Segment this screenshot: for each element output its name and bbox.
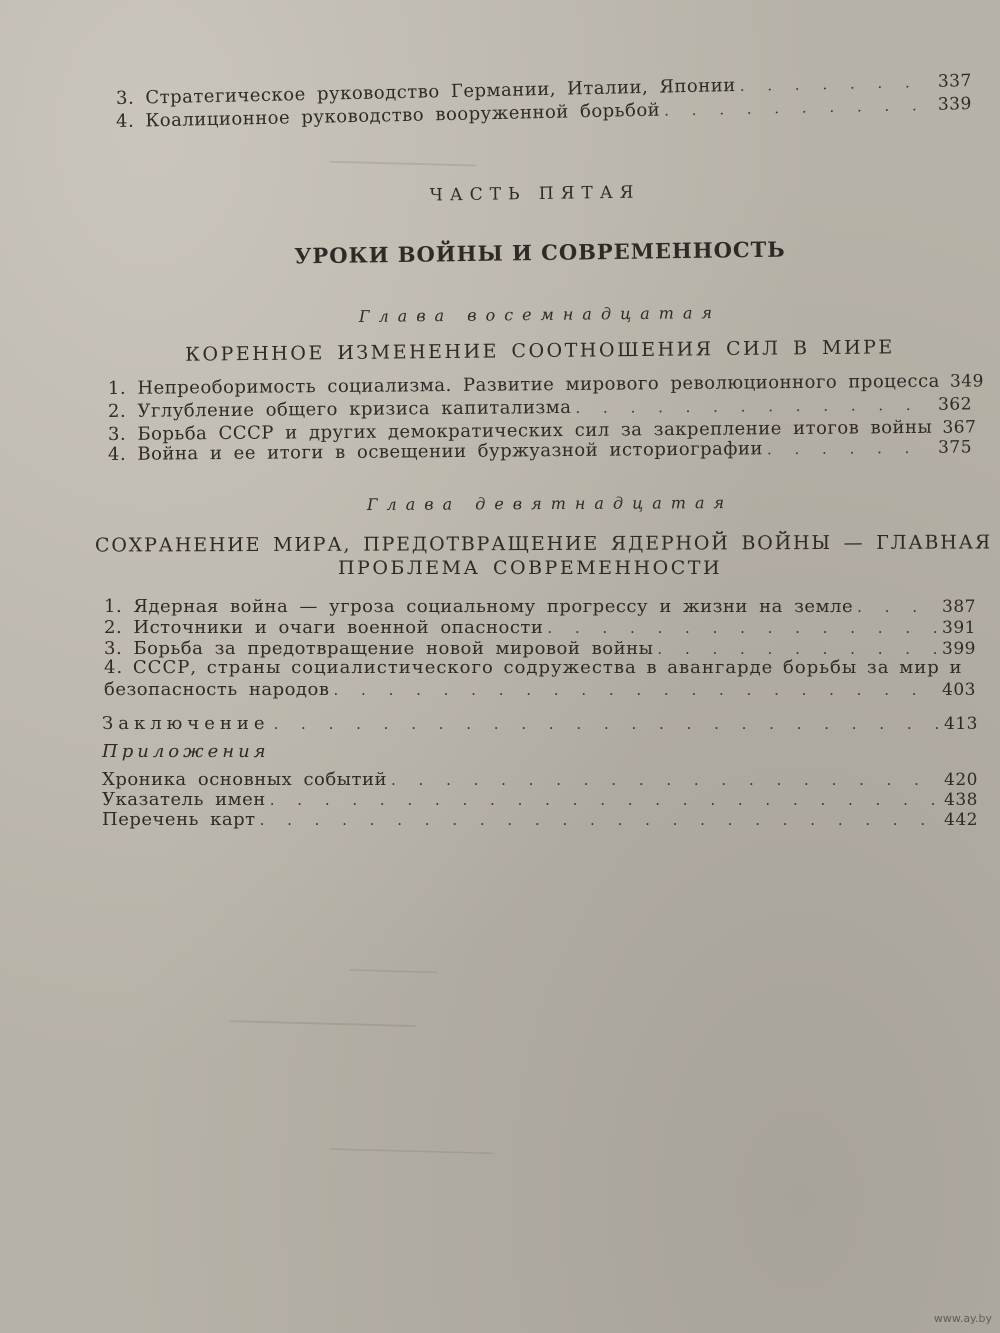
- toc-entry: [102, 809, 978, 830]
- dot-leader: [664, 96, 932, 120]
- toc-entry-page: 391: [942, 618, 976, 638]
- toc-entry-title: Хроника основных событий: [102, 769, 387, 790]
- watermark: www.ay.by: [933, 1312, 992, 1325]
- dot-leader: [391, 771, 938, 789]
- toc-entry-title-continued: безопасность народов: [104, 679, 330, 700]
- toc-entry-title: 4. Коалиционное руководство вооруженной борьбой: [115, 99, 661, 132]
- chapter-title-line1: СОХРАНЕНИЕ МИРА, ПРЕДОТВРАЩЕНИЕ ЯДЕРНОЙ ВОЙНЫ — ГЛАВНАЯ: [94, 531, 993, 557]
- toc-entry: [104, 638, 976, 659]
- toc-entry-page: 420: [944, 770, 978, 790]
- toc-entry-page: 349: [949, 371, 984, 392]
- toc-entry-page: 339: [937, 94, 973, 115]
- toc-entry-page: 442: [944, 810, 978, 830]
- chapter-title: КОРЕННОЕ ИЗМЕНЕНИЕ СООТНОШЕНИЯ СИЛ В МИРЕ: [185, 336, 895, 366]
- toc-entry-title: 1. Ядерная война — угроза социальному прогрессу и жизни на земле: [104, 596, 854, 617]
- part-label: ЧАСТЬ ПЯТАЯ: [429, 182, 641, 206]
- toc-entry-title: 4. Война и ее итоги в освещении буржуазной историографии: [107, 438, 764, 465]
- toc-entry-page: 413: [944, 714, 978, 734]
- dot-leader: [767, 439, 932, 458]
- appendices-label: Приложения: [102, 741, 270, 762]
- toc-entry-title: 2. Источники и очаги военной опасности: [104, 617, 544, 638]
- toc-entry: [102, 789, 978, 810]
- toc-entry-page: 337: [937, 71, 973, 92]
- toc-entry: [104, 596, 976, 617]
- dot-leader: [740, 73, 932, 95]
- chapter-title-line2: ПРОБЛЕМА СОВРЕМЕННОСТИ: [337, 557, 723, 579]
- toc-entry-title: Заключение: [102, 713, 270, 734]
- part-title: УРОКИ ВОЙНЫ И СОВРЕМЕННОСТЬ: [294, 236, 786, 269]
- toc-entry-title: 3. Борьба СССР и других демократических сил за закрепление итогов войны: [107, 416, 933, 445]
- chapter-label: Глава восемнадцатая: [358, 303, 722, 326]
- toc-entry-title: 3. Стратегическое руководство Германии, Италии, Японии: [115, 75, 736, 109]
- toc-entry-title: 4. СССР, страны социалистического содружества в авангарде борьбы за мир и: [104, 657, 963, 678]
- dot-leader: [575, 396, 932, 417]
- dot-leader: [547, 619, 936, 637]
- toc-entry-page: 362: [937, 394, 973, 415]
- dot-leader: [270, 791, 938, 809]
- dot-leader: [334, 681, 937, 699]
- toc-entry: [104, 679, 976, 700]
- toc-entry-page: 438: [944, 790, 978, 810]
- toc-entry-title: Указатель имен: [102, 789, 266, 810]
- dot-leader: [657, 640, 936, 658]
- toc-entry-page: 375: [937, 437, 973, 458]
- toc-entry-page: 387: [942, 597, 976, 617]
- toc-entry-conclusion: [102, 713, 978, 734]
- dot-leader: [857, 598, 936, 616]
- toc-entry-page: 367: [942, 417, 977, 438]
- toc-entry: [102, 769, 978, 790]
- toc-entry-title: 2. Углубление общего кризиса капитализма: [107, 396, 572, 422]
- dot-leader: [260, 811, 938, 829]
- toc-entry-title: Перечень карт: [102, 809, 256, 830]
- toc-entry-title: 1. Непреоборимость социализма. Развитие мирового революционного процесса: [107, 370, 940, 399]
- dot-leader: [274, 715, 938, 733]
- bleed-through-text: ─────────── ────────────── ─────────────── ────────: [229, 148, 493, 1164]
- toc-entry: [104, 617, 976, 638]
- toc-entry-page: 403: [942, 680, 976, 700]
- toc-entry-title: 3. Борьба за предотвращение новой мировой войны: [104, 638, 654, 659]
- toc-entry-page: 399: [942, 639, 976, 659]
- chapter-label: Глава девятнадцатая: [366, 493, 734, 514]
